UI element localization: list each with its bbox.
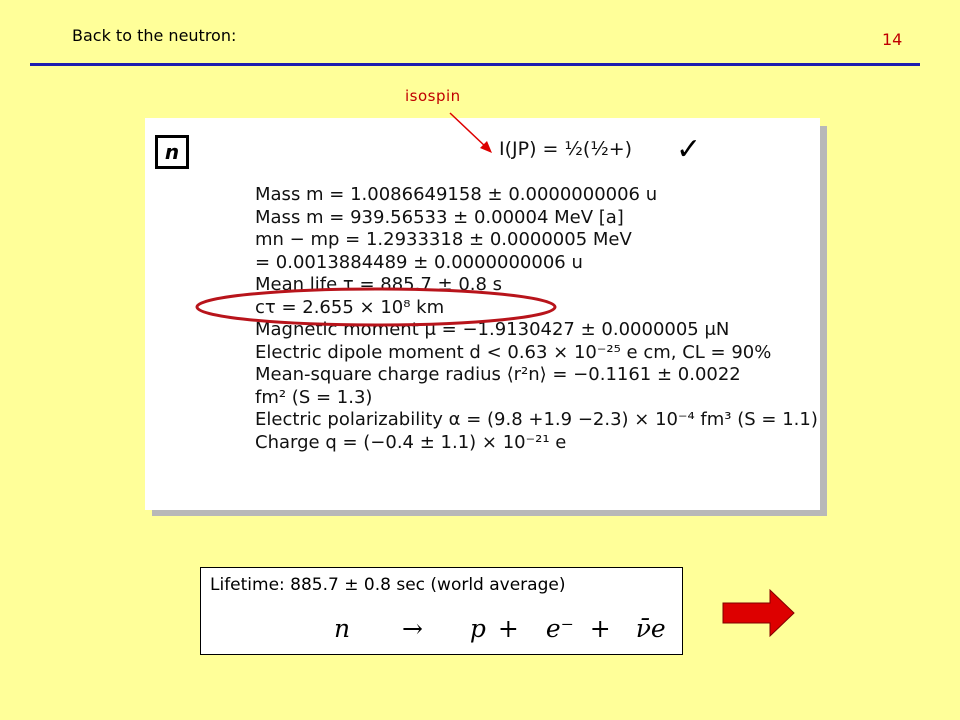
slide-title: Back to the neutron:: [72, 26, 237, 45]
reaction-antineutrino: ν̄e: [635, 614, 666, 643]
property-line: Mass m = 1.0086649158 ± 0.0000000006 u: [255, 184, 658, 205]
property-line: fm² (S = 1.3): [255, 386, 373, 408]
reaction-electron: e⁻: [545, 614, 574, 643]
property-line: cτ = 2.655 × 10⁸ km: [255, 296, 445, 318]
property-line: Mean-square charge radius ⟨r²n⟩ = −0.1161 ± 0.0022: [255, 364, 741, 385]
reaction-plus: +: [589, 614, 611, 643]
reaction-plus: +: [497, 614, 519, 643]
mean-life-highlight-ellipse: [197, 289, 555, 325]
property-line: Mass m = 939.56533 ± 0.00004 MeV [a]: [255, 206, 624, 228]
reaction-neutron: n: [334, 614, 351, 643]
quantum-numbers: I(JP) = ½(½+): [499, 138, 633, 160]
property-line: Electric dipole moment d < 0.63 × 10⁻²⁵ e cm, CL = 90%: [255, 341, 772, 363]
right-arrow-icon: [723, 590, 794, 636]
property-line: Magnetic moment μ = −1.9130427 ± 0.0000005 μN: [255, 319, 730, 340]
particle-symbol-box: n: [155, 135, 189, 169]
isospin-pointer-arrow: [450, 113, 487, 148]
isospin-label: isospin: [405, 87, 461, 105]
property-line: Electric polarizability α = (9.8 +1.9 −2.3) × 10⁻⁴ fm³ (S = 1.1): [255, 409, 818, 430]
lifetime-box: [200, 567, 683, 655]
property-line: mn − mp = 1.2933318 ± 0.0000005 MeV: [255, 229, 632, 250]
page-number: 14: [882, 30, 903, 49]
property-line: Charge q = (−0.4 ± 1.1) × 10⁻²¹ e: [255, 431, 567, 453]
reaction-arrow-icon: →: [401, 614, 423, 643]
lifetime-text: Lifetime: 885.7 ± 0.8 sec (world average): [210, 575, 566, 595]
checkmark-icon: ✓: [676, 132, 702, 167]
reaction-proton: p: [469, 614, 486, 643]
property-line: = 0.0013884489 ± 0.0000000006 u: [255, 251, 583, 273]
property-line-mean-life: Mean life τ = 885.7 ± 0.8 s: [255, 274, 503, 295]
decay-reaction: [334, 614, 666, 643]
